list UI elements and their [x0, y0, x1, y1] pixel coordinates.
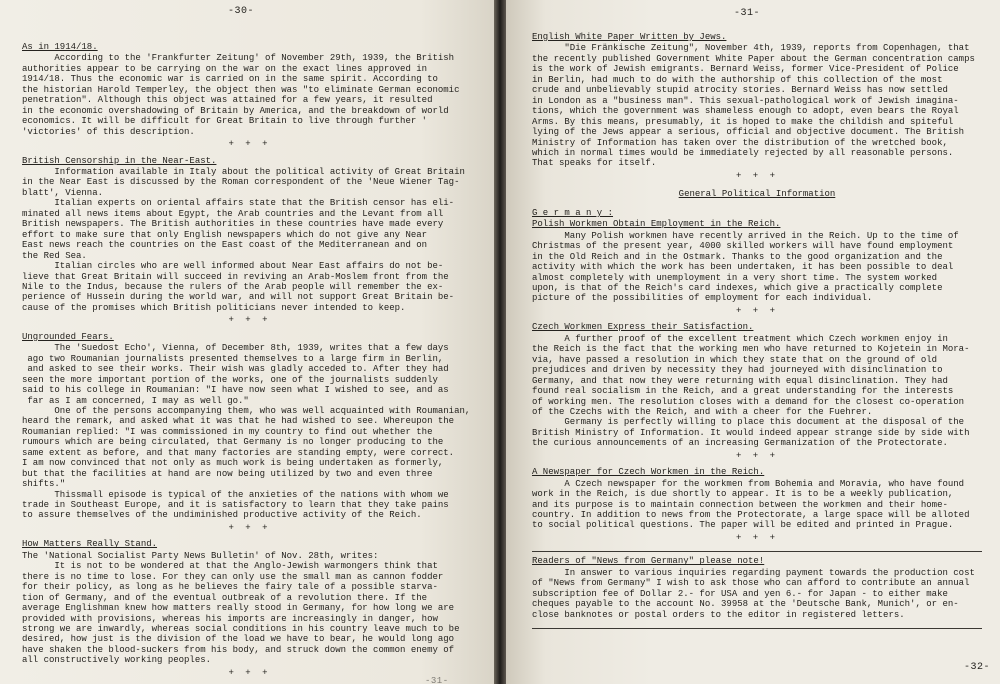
- bottom-page-number: -32-: [964, 662, 991, 673]
- section-separator: + + +: [228, 522, 271, 533]
- section-heading: Polish Workmen Obtain Employment in the Reich.: [532, 219, 781, 230]
- section-heading: English White Paper Written by Jews.: [532, 32, 727, 42]
- article-paragraph: Italian circles who are well informed about Near East affairs do not be- lieve that Great Britain will succeed in reviving an Arab-Moslem front from the Nile to the Indus, because the rulers of the Arab people will remember the ex- perience of Hussein during the world war, and will not support Great Britain be- cause of the promises which British politicians never intended to keep.: [22, 261, 455, 313]
- article-paragraph: Information available in Italy about the political activity of Great Britain in the Near East is discussed by the Roman correspondent of the 'Neue Wiener Tag- blatt', Vienna.: [22, 166, 465, 198]
- article-section: [532, 219, 982, 316]
- page-number: -30-: [228, 6, 255, 17]
- article-section: [532, 467, 982, 543]
- left-page-content: [22, 42, 477, 684]
- country-heading: G e r m a n y :: [532, 207, 614, 218]
- notice-heading: Readers of "News from Germany" please note!: [532, 556, 765, 567]
- notice-text: In answer to various inquiries regarding payment towards the production cost of "News from Germany" I wish to ask those who can afford to contribute an annual subscription fee of Dollar 2.- for USA and yen 6.- for Japan - to either make cheques payable to the account No. 39958 at the 'Deutsche Bank, Munich', or en- close banknotes or postal orders to the editor in registered letters.: [532, 567, 975, 620]
- section-separator: + + +: [228, 667, 271, 678]
- page-number: -31-: [734, 8, 761, 19]
- right-page: [506, 0, 1000, 684]
- article-paragraph: Many Polish workmen have recently arrived in the Reich. Up to the time of Christmas of the present year, 4000 skilled workers will have found employment in the Old Reich and in the Ostmark. Thanks to the good organization and the activity with which the work has been undertaken, it has been possible to deal almost completely with unemployment in a very short time. The system worked upon, is that of the Reich's card indexes, which give a practically complete picture of the possibilities of employment for each individual.: [532, 230, 959, 304]
- bottom-page-marker: -31-: [425, 676, 449, 684]
- section-separator: + + +: [735, 450, 778, 461]
- article-section: [22, 539, 477, 678]
- article-section: [532, 322, 982, 461]
- article-paragraph: "Die Fränkische Zeitung", November 4th, 1939, reports from Copenhagen, that the recently published Government White Paper about the German concentration camps is the work of Jewish emigrants. Bernard Weiss, former Vice-President of Police in Berlin, had much to do with the authorship of this collection of the most crude and unbelievably stupid atrocity stories. Bernard Weiss has now settled in London as a "business man". This sexual-pathological work of Jewish imagina- tions, which the government was shameless enough to adopt, even bears the Royal Arms. By this means, presumably, it is hoped to make the childish and spiteful lying of the Jews appear a serious, official and objective document. The British Ministry of Information has taken over the distribution of the wretched book, which in normal times would be immediately rejected by all reasonable persons. That speaks for itself.: [532, 43, 975, 169]
- article-paragraph: According to the 'Frankfurter Zeitung' of November 29th, 1939, the British authorities appear to be carrying on the war on the exact lines approved in 1914/18. Thus the economic war is carried on in the same spirit. According to the historian Harold Temperley, the object then was "to eliminate German economic penetration". Although this object was attained for a few years, it resulted in the economic overshadowing of Britain by America, and the breakdown of world economics. It will be difficult for Great Britain to live through further ' 'victories' of this description.: [22, 53, 460, 137]
- section-heading: British Censorship in the Near-East.: [22, 155, 217, 166]
- article-paragraph: The 'Suedost Echo', Vienna, of December 8th, 1939, writes that a few days ago two Roumanian journalists presented themselves to a large firm in Berlin, and asked to see their works. Their wish was gladly acceded to. After they had seen the more important portion of the works, one of the journalists suddenly said to his college in Roumanian: "I have now seen what I wished to see, and as far as I am concerned, I may as well go.": [22, 343, 449, 406]
- section-separator: + + +: [228, 139, 271, 150]
- divider-line: [532, 551, 982, 552]
- article-paragraph: A Czech newspaper for the workmen from Bohemia and Moravia, who have found work in the Reich, is due shortly to appear. It is to be a weekly publication, and its purpose is to maintain connection between the workmen and their home- country. In addition to news from the Protectorate, a large space will be alloted to social political questions. The paper will be edited and printed in Prague.: [532, 478, 970, 531]
- book-gutter: [494, 0, 506, 684]
- general-heading: General Political Information: [678, 189, 836, 200]
- section-heading: How Matters Really Stand.: [22, 539, 158, 550]
- section-separator: + + +: [735, 305, 778, 316]
- article-section: [22, 156, 477, 326]
- article-paragraph: Thissmall episode is typical of the anxieties of the nations with whom we trade in Southeast Europe, and it is satisfactory to learn that they take pains to assure themselves of the undiminished productive activity of the Reich.: [22, 489, 449, 521]
- article-paragraph: Italian experts on oriental affairs state that the British censor has eli- minated all news items about Egypt, the Arab countries and the Levant from all British newspapers. The British authorities in these countries have made every effort to make sure that only English newspapers which do not give any Near East news reach the countries on the East coast of the Mediterranean and on the Red Sea.: [22, 198, 455, 261]
- article-section: [22, 332, 477, 534]
- section-separator: + + +: [228, 315, 271, 326]
- section-heading: A Newspaper for Czech Workmen in the Reich.: [532, 467, 765, 478]
- article-paragraph: The 'National Socialist Party News Bulletin' of Nov. 28th, writes: It is not to be wondered at that the Anglo-Jewish warmongers think that there is no time to lose. For they can only use the small man as cannon fodder for their policy, as long as he believes the fairy tale of a possible starva- tion of Germany, and of the eventual outbreak of a revolution there. If the average Englishman knew how matters really stood in Germany, for how long we are provided with provisions, whereas his imports are increasingly in danger, how strong we are inwardly, whereas social conditions in his country leave much to be desired, how just is the division of the load we have to bear, he would long ago have shaken the blood-suckers from his body, and struck down the common enemy of all constructively working peoples.: [22, 550, 460, 666]
- section-heading: Ungrounded Fears.: [22, 331, 114, 342]
- article-paragraph: Germany is perfectly willing to place this document at the disposal of the British Ministry of Information. It would indeed appear strange side by side with the curious announcements of an increasing Germanization of the Protectorate.: [532, 417, 970, 449]
- article-paragraph: One of the persons accompanying them, who was well acquainted with Roumanian, heard the remark, and asked what it was that he had wished to see. Whereupon the Roumanian replied: "I was commissioned in my country to find out whether the rumours which are being circulated, that Germany is no longer producing to the same extent as before, and that many factories are standing empty, were correct. I am now convinced that not only as much work is being undertaken as formerly, but that the facilities at hand are now being utilized by two and even three shifts.": [22, 405, 471, 490]
- section-separator: + + +: [735, 532, 778, 543]
- article-paragraph: A further proof of the excellent treatment which Czech workmen enjoy in the Reich is the fact that the working men who have returned to Kojetein in Mora- via, have passed a resolution in which they state that on the ground of old prejudices and driven by necessity they had journeyed with disinclination to Germany, and that now they were returning with equal disinclination. They had found real socialism in the Reich, and a great understanding for the interests of working men. The resolution closes with a demand for the closest co-operation of the Czechs with the Reich, and with a cheer for the Fuehrer.: [532, 333, 970, 417]
- divider-line: [532, 628, 982, 629]
- article-section: [532, 32, 982, 181]
- section-heading: As in 1914/18.: [22, 42, 98, 52]
- right-page-content: [532, 32, 982, 633]
- left-page: [0, 0, 494, 684]
- article-section: [22, 42, 477, 150]
- section-heading: Czech Workmen Express their Satisfaction.: [532, 322, 754, 333]
- section-separator: + + +: [735, 170, 778, 181]
